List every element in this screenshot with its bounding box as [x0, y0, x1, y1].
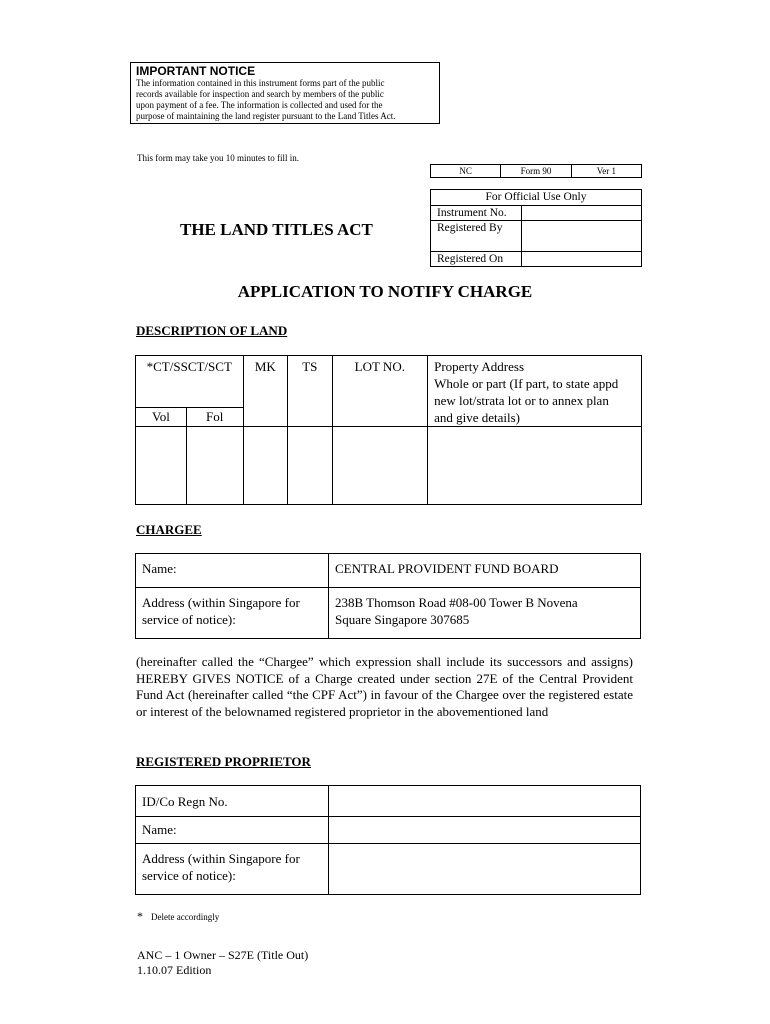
- proprietor-id-label: ID/Co Regn No.: [136, 786, 329, 817]
- act-title: THE LAND TITLES ACT: [180, 220, 373, 239]
- vol-header: Vol: [136, 408, 187, 427]
- footnote-star: *: [137, 909, 143, 923]
- chargee-address-label: [136, 588, 329, 639]
- land-heading: DESCRIPTION OF LAND: [136, 323, 288, 338]
- notice-line: records available for inspection and search by members of the public: [136, 89, 384, 99]
- footer-edition: 1.10.07 Edition: [137, 963, 212, 977]
- instrument-no-label: Instrument No.: [431, 206, 522, 221]
- address-label-line: Address (within Singapore for: [142, 595, 300, 610]
- proprietor-address-field[interactable]: [329, 844, 641, 895]
- official-use-table: [430, 189, 642, 267]
- time-note: This form may take you 10 minutes to fill in.: [137, 153, 299, 163]
- code-version: Ver 1: [571, 165, 641, 178]
- important-notice-box: [130, 62, 440, 124]
- proprietor-heading: REGISTERED PROPRIETOR: [136, 754, 311, 769]
- property-address-field[interactable]: [428, 427, 642, 505]
- registered-by-field[interactable]: [522, 221, 642, 252]
- mk-header: MK: [243, 356, 288, 427]
- chargee-heading: CHARGEE: [136, 522, 202, 537]
- registered-on-field[interactable]: [522, 252, 642, 267]
- proprietor-name-label: Name:: [136, 817, 329, 844]
- registered-on-label: Registered On: [431, 252, 522, 267]
- fol-field[interactable]: [186, 427, 243, 505]
- ct-header: *CT/SSCT/SCT: [136, 356, 244, 408]
- address-value-line: 238B Thomson Road #08-00 Tower B Novena: [335, 595, 578, 610]
- chargee-table: [135, 553, 641, 639]
- address-label-line: service of notice):: [142, 868, 236, 883]
- mk-field[interactable]: [243, 427, 288, 505]
- address-header-line: Whole or part (If part, to state appd: [434, 376, 619, 391]
- address-header-line: Property Address: [434, 359, 525, 374]
- proprietor-id-field[interactable]: [329, 786, 641, 817]
- address-value-line: Square Singapore 307685: [335, 612, 470, 627]
- registered-by-label: Registered By: [431, 221, 522, 252]
- footnote-text: Delete accordingly: [151, 912, 220, 922]
- notice-line: upon payment of a fee. The information is collected and used for the: [136, 100, 383, 110]
- chargee-name-label: Name:: [136, 554, 329, 588]
- address-header-line: and give details): [434, 410, 521, 425]
- notice-paragraph: (hereinafter called the “Chargee” which expression shall include its successors and assigns) HEREBY GIVES NOTICE of a Charge created under section 27E of the Central Provident Fund Act (hereinafter called “the CPF Act”) in favour of the Chargee over the registered estate or interest of the belownamed registered proprietor in the abovementioned land: [136, 654, 633, 719]
- notice-title: IMPORTANT NOTICE: [136, 64, 256, 78]
- official-use-header: For Official Use Only: [431, 190, 642, 206]
- address-header-line: new lot/strata lot or to annex plan: [434, 393, 609, 408]
- proprietor-address-label: [136, 844, 329, 895]
- notice-line: The information contained in this instrument forms part of the public: [136, 78, 385, 88]
- chargee-name-value: CENTRAL PROVIDENT FUND BOARD: [329, 554, 641, 588]
- property-address-header: [428, 356, 642, 427]
- form-code-table: [430, 164, 642, 178]
- fol-header: Fol: [186, 408, 243, 427]
- ts-field[interactable]: [288, 427, 332, 505]
- lot-field[interactable]: [332, 427, 428, 505]
- proprietor-name-field[interactable]: [329, 817, 641, 844]
- address-label-line: Address (within Singapore for: [142, 851, 300, 866]
- vol-field[interactable]: [136, 427, 187, 505]
- notice-line: purpose of maintaining the land register pursuant to the Land Titles Act.: [136, 111, 396, 121]
- lot-header: LOT NO.: [332, 356, 428, 427]
- address-label-line: service of notice):: [142, 612, 236, 627]
- code-nc: NC: [431, 165, 501, 178]
- chargee-address-value: [329, 588, 641, 639]
- land-table: [135, 355, 642, 505]
- ts-header: TS: [288, 356, 332, 427]
- notice-body: [136, 78, 434, 122]
- footer-form-code: ANC – 1 Owner – S27E (Title Out): [137, 948, 309, 962]
- application-title: APPLICATION TO NOTIFY CHARGE: [237, 282, 533, 301]
- instrument-no-field[interactable]: [522, 206, 642, 221]
- proprietor-table: [135, 785, 641, 895]
- code-form: Form 90: [501, 165, 571, 178]
